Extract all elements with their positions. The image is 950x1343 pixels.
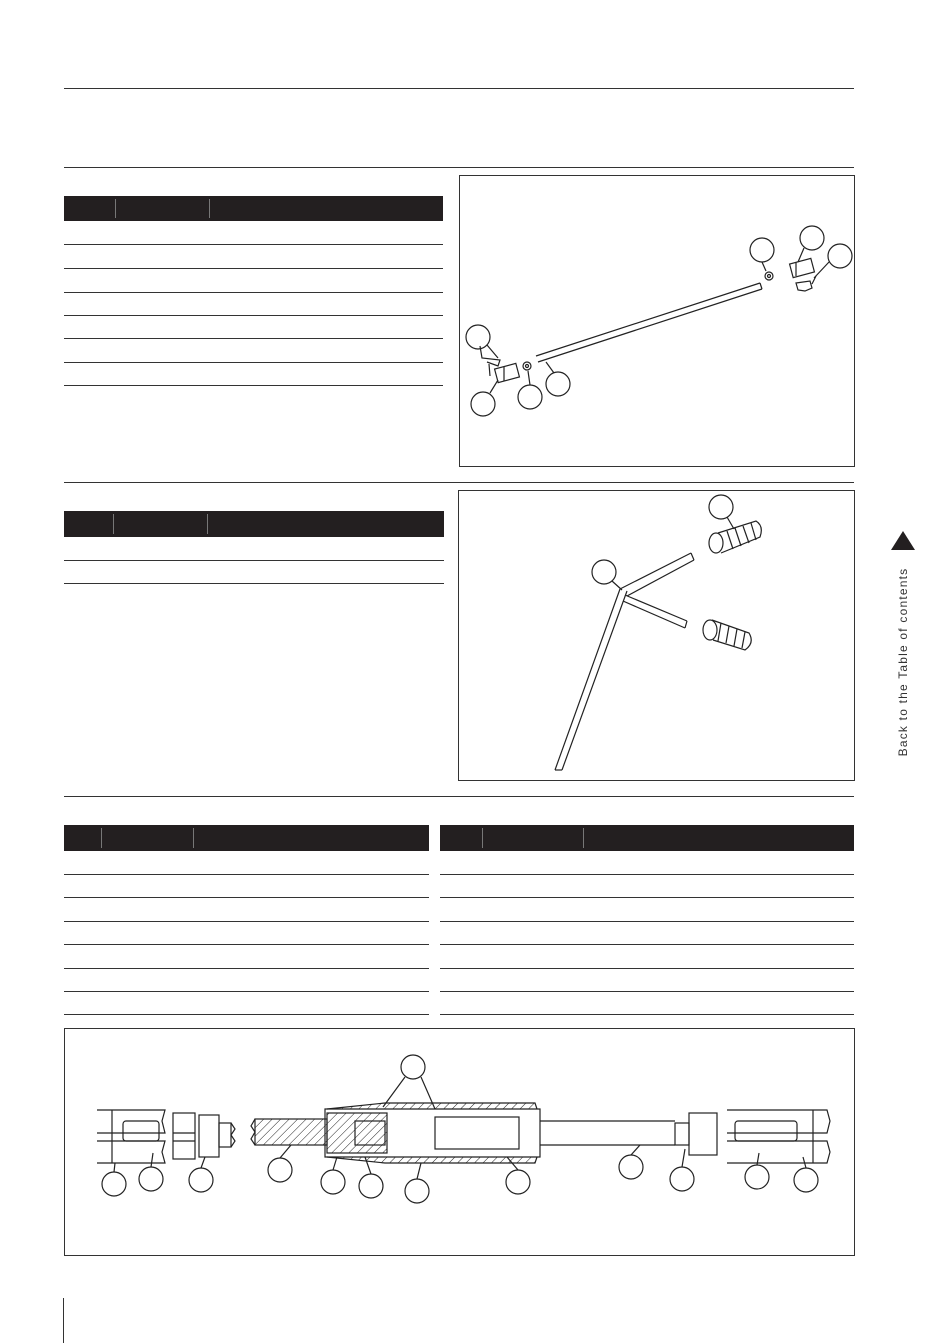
- parts-table-3-right: [440, 825, 854, 1015]
- rod-cross-section-diagram: [65, 1029, 854, 1255]
- table-header: [440, 825, 854, 851]
- table-row: [440, 874, 854, 875]
- table-row: [64, 1014, 429, 1015]
- table-row: [64, 338, 443, 339]
- table-row: [440, 1014, 854, 1015]
- table-row: [440, 921, 854, 922]
- table-row: [64, 560, 444, 561]
- table-row: [64, 991, 429, 992]
- parts-table-3-left: [64, 825, 429, 1015]
- table-row: [64, 897, 429, 898]
- table-row: [64, 385, 443, 386]
- pull-rod-figure: [459, 175, 855, 467]
- back-to-toc-link[interactable]: Back to the Table of contents: [896, 567, 910, 757]
- table-row: [440, 991, 854, 992]
- table-row: [64, 874, 429, 875]
- table-row: [440, 944, 854, 945]
- table-row: [64, 921, 429, 922]
- table-row: [440, 968, 854, 969]
- rod-cross-section-figure: [64, 1028, 855, 1256]
- triangle-up-icon[interactable]: [891, 531, 915, 550]
- table-row: [64, 968, 429, 969]
- table-row: [64, 944, 429, 945]
- parts-table-1: [64, 196, 443, 386]
- table-row: [64, 583, 444, 584]
- table-header: [64, 511, 444, 537]
- parts-table-2: [64, 511, 444, 583]
- handlebar-grips-diagram: [459, 491, 854, 780]
- top-rule: [64, 88, 854, 89]
- section-rule-2: [64, 482, 854, 483]
- table-row: [64, 244, 443, 245]
- table-header: [64, 196, 443, 221]
- table-header: [64, 825, 429, 851]
- section-rule-3: [64, 796, 854, 797]
- table-row: [64, 292, 443, 293]
- pull-rod-exploded-diagram: [460, 176, 854, 466]
- section-rule-1: [64, 167, 854, 168]
- table-row: [440, 897, 854, 898]
- table-row: [64, 268, 443, 269]
- table-row: [64, 362, 443, 363]
- table-row: [64, 315, 443, 316]
- handlebar-figure: [458, 490, 855, 781]
- page-edge-line: [63, 1298, 64, 1343]
